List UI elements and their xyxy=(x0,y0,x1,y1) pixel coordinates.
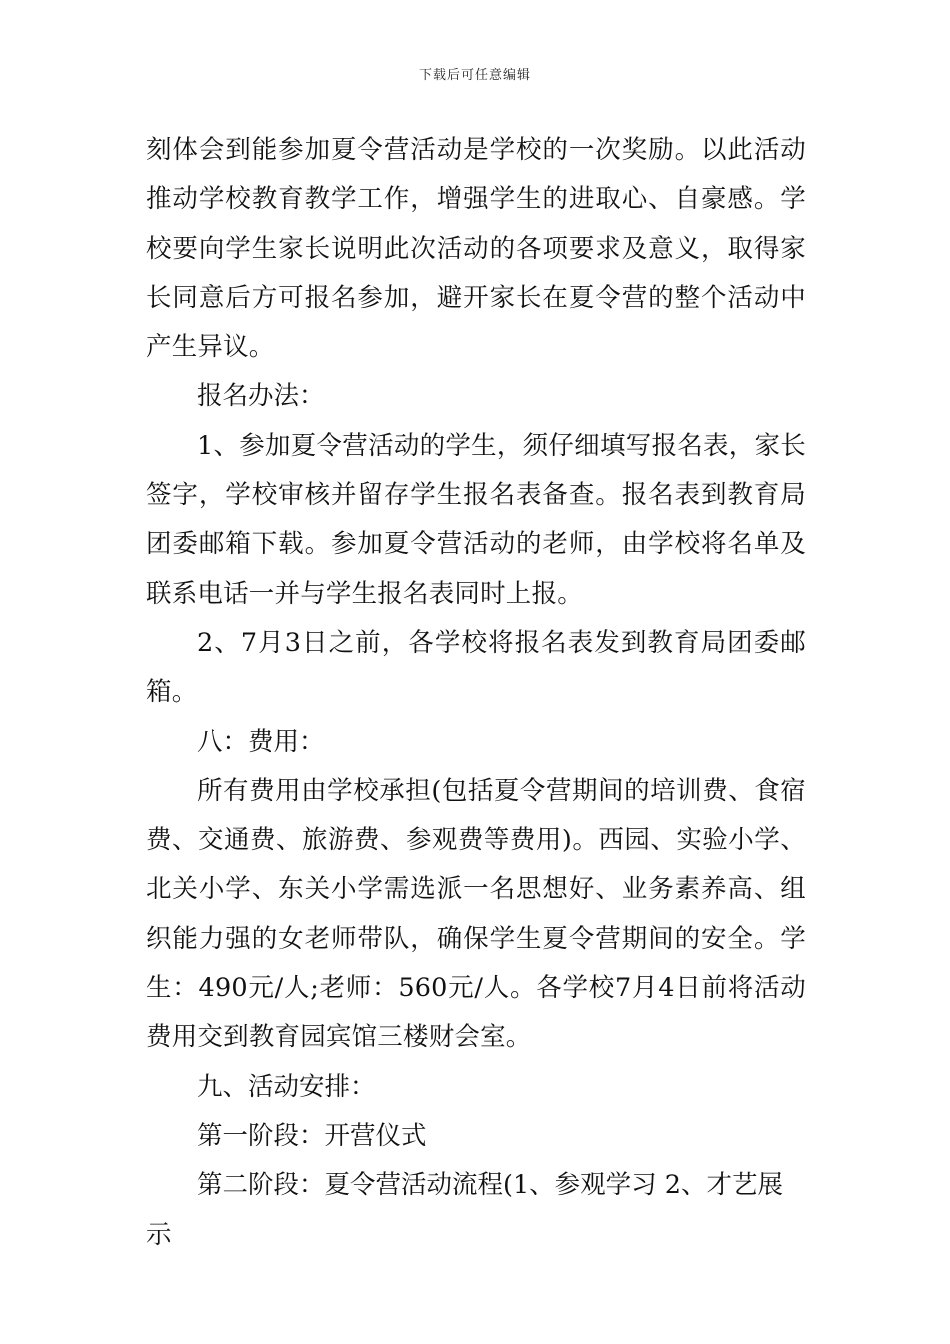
schedule-stage-2: 第二阶段：夏令营活动流程(1、参观学习 2、才艺展示 xyxy=(146,1170,784,1250)
document-body xyxy=(146,126,806,1260)
paragraph-registration-2: 2、7月3日之前，各学校将报名表发到教育局团委邮箱。 xyxy=(146,627,806,708)
heading-registration: 报名办法： xyxy=(197,381,325,412)
schedule-stage-1: 第一阶段：开营仪式 xyxy=(197,1120,427,1151)
page-header: 下载后可任意编辑 xyxy=(418,68,531,83)
paragraph-registration-1: 1、参加夏令营活动的学生，须仔细填写报名表，家长签字，学校审核并留存学生报名表备查。报名表到教育局团委邮箱下载。参加夏令营活动的老师，由学校将名单及联系电话一并与学生报名表同时上报。 xyxy=(146,430,806,609)
paragraph-fees: 所有费用由学校承担(包括夏令营期间的培训费、食宿费、交通费、旅游费、参观费等费用)。西园、实验小学、北关小学、东关小学需选派一名思想好、业务素养高、组织能力强的女老师带队，确保学生夏令营期间的安全。学生：490元/人;老师：560元/人。各学校7月4日前将活动费用交到教育园宾馆三楼财会室。 xyxy=(146,775,806,1053)
heading-schedule: 九、活动安排： xyxy=(197,1071,376,1102)
paragraph-activity-purpose: 刻体会到能参加夏令营活动是学校的一次奖励。以此活动推动学校教育教学工作，增强学生的进取心、自豪感。学校要向学生家长说明此次活动的各项要求及意义，取得家长同意后方可报名参加，避开家长在夏令营的整个活动中产生异议。 xyxy=(146,135,806,363)
heading-fees: 八：费用： xyxy=(197,726,325,757)
